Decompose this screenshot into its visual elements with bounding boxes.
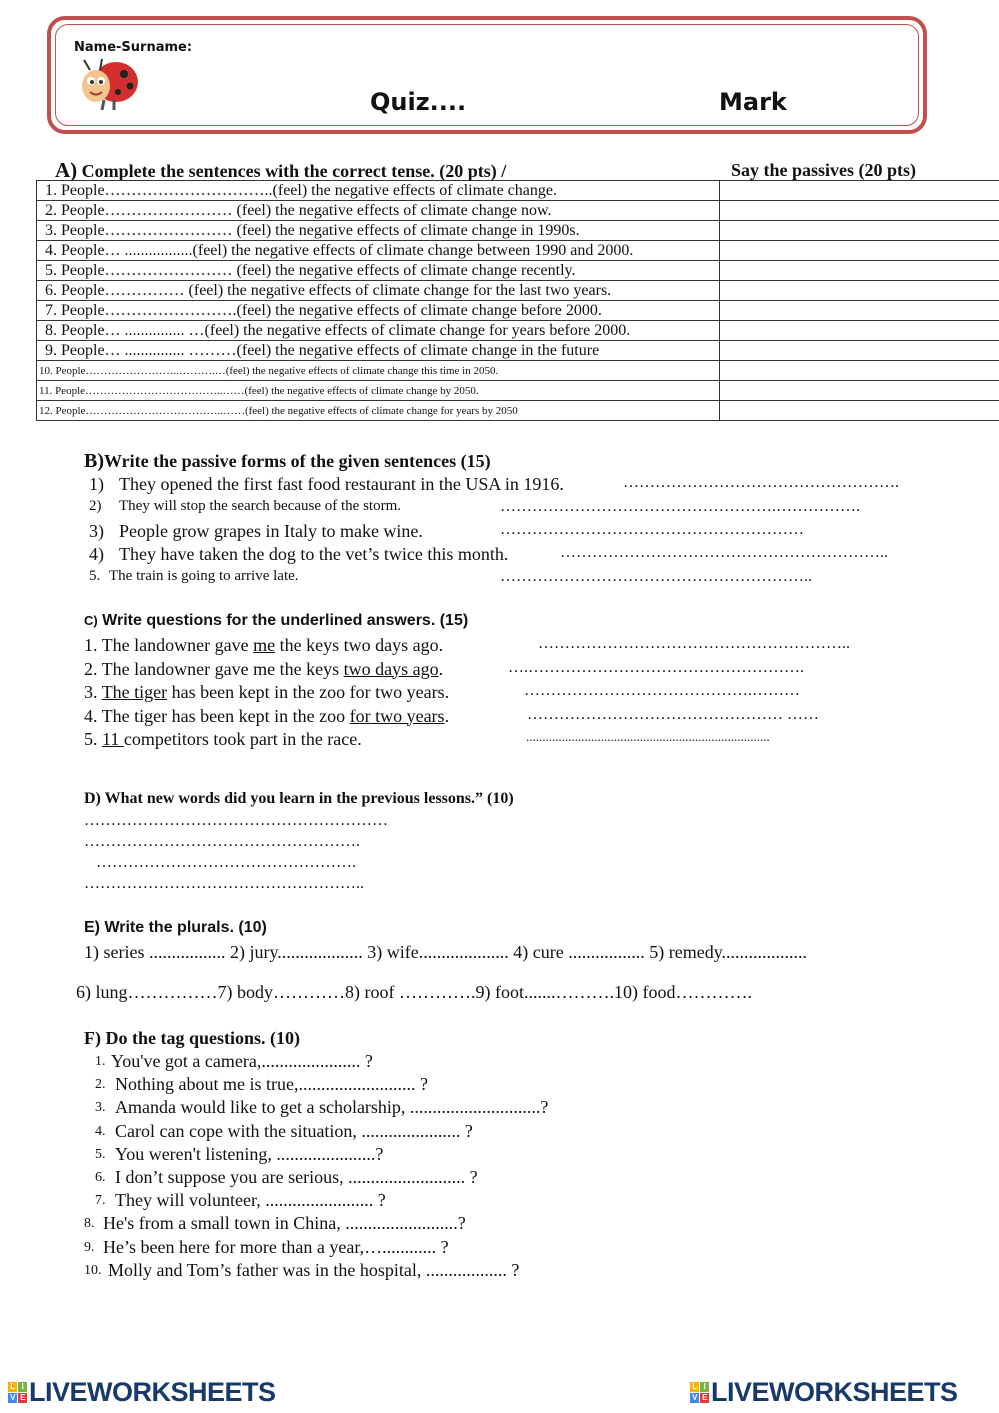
answer-blank[interactable]: …………………………………………….……………. bbox=[500, 498, 860, 515]
item-number: 7. bbox=[95, 1193, 106, 1209]
plurals-line-2[interactable]: 6) lung……………7) body…………8) roof ………….9) foot.......……….10) food…………. bbox=[76, 982, 752, 1002]
sentence-suffix: . bbox=[438, 658, 444, 679]
sentence: They have taken the dog to the vet’s twice this month. bbox=[119, 544, 509, 564]
answer-blank[interactable]: ……………………………………………. bbox=[623, 474, 899, 491]
sentence: People grow grapes in Italy to make wine. bbox=[119, 521, 423, 541]
item-number: 8. bbox=[84, 1216, 95, 1232]
table-row bbox=[37, 241, 999, 261]
passive-answer-cell[interactable] bbox=[720, 201, 999, 221]
table-row bbox=[37, 221, 999, 241]
item-number: 3. bbox=[95, 1100, 106, 1116]
sentence: The train is going to arrive late. bbox=[109, 568, 299, 584]
logo-letter-block: E bbox=[700, 1393, 709, 1403]
mark-label: Mark bbox=[719, 88, 787, 116]
live-blocks-icon bbox=[690, 1382, 709, 1403]
item-number: 1) bbox=[89, 474, 104, 494]
question-sentence bbox=[84, 706, 449, 727]
passive-answer-cell[interactable] bbox=[720, 181, 999, 201]
question-sentence bbox=[84, 682, 449, 703]
passive-answer-cell[interactable] bbox=[720, 381, 999, 401]
sentence: They opened the first fast food restaurant in the USA in 1916. bbox=[119, 474, 564, 494]
sentence-cell: 3. People…………………… (feel) the negative effects of climate change in 1990s. bbox=[37, 221, 720, 241]
table-row bbox=[37, 301, 999, 321]
section-a-title: Complete the sentences with the correct tense. (20 pts) / bbox=[81, 161, 507, 181]
item-number: 10. bbox=[84, 1262, 102, 1278]
logo-letter-block: L bbox=[8, 1382, 17, 1392]
table-row bbox=[37, 261, 999, 281]
passive-answer-cell[interactable] bbox=[720, 361, 999, 381]
tag-question[interactable]: Amanda would like to get a scholarship, .............................? bbox=[115, 1097, 549, 1118]
sentence-prefix: 3. bbox=[84, 682, 102, 702]
sentence-cell: 1. People…………………………..(feel) the negative effects of climate change. bbox=[37, 181, 720, 201]
answer-blank[interactable]: ….……………………………………………. bbox=[508, 658, 804, 676]
underlined-answer: 11 bbox=[102, 729, 124, 749]
tag-question[interactable]: He's from a small town in China, .........................? bbox=[103, 1213, 466, 1234]
tag-question[interactable]: He’s been here for more than a year,…............ ? bbox=[103, 1236, 449, 1257]
answer-blank[interactable]: ………………………………………………….. bbox=[538, 635, 850, 652]
sentence-prefix: 2. The landowner gave me the keys bbox=[84, 658, 344, 679]
answer-line[interactable]: ……………………………………………. bbox=[84, 833, 360, 850]
sentence-cell: 6. People…………… (feel) the negative effects of climate change for the last two years. bbox=[37, 281, 720, 301]
question-sentence bbox=[84, 729, 362, 750]
passive-answer-cell[interactable] bbox=[720, 341, 999, 361]
underlined-answer: me bbox=[253, 635, 276, 655]
answer-blank[interactable]: …………………………………….……… bbox=[524, 682, 800, 699]
passive-answer-cell[interactable] bbox=[720, 301, 999, 321]
answer-blank[interactable]: ………………………………………………… bbox=[500, 521, 804, 538]
sentence-prefix: 5. bbox=[84, 729, 102, 749]
question-sentence bbox=[84, 659, 443, 680]
sentence-cell: 9. People… ............... ………(feel) the negative effects of climate change in the future bbox=[37, 341, 720, 361]
table-row bbox=[37, 181, 999, 201]
answer-line[interactable]: …………………………………………. bbox=[84, 854, 356, 871]
answer-blank[interactable]: ........................................................................... bbox=[526, 729, 770, 744]
sentence-suffix: competitors took part in the race. bbox=[123, 729, 362, 749]
answer-blank[interactable]: …………………………………………………….. bbox=[560, 544, 888, 561]
sentence-cell: 5. People…………………… (feel) the negative effects of climate change recently. bbox=[37, 261, 720, 281]
section-d-title: D) What new words did you learn in the previous lessons.” (10) bbox=[84, 790, 514, 807]
item-number: 4) bbox=[89, 544, 104, 564]
underlined-answer: The tiger bbox=[101, 682, 168, 702]
question-sentence bbox=[84, 635, 443, 656]
logo-letter-block: V bbox=[690, 1393, 699, 1403]
ladybug-icon bbox=[74, 56, 142, 117]
section-a-table bbox=[36, 180, 999, 421]
table-row bbox=[37, 401, 999, 421]
logo-text: LIVEWORKSHEETS bbox=[711, 1377, 958, 1407]
name-surname-label: Name-Surname: bbox=[74, 40, 193, 55]
underlined-answer: two days ago bbox=[343, 658, 439, 679]
table-row bbox=[37, 201, 999, 221]
answer-blank[interactable]: ………………………………………… …… bbox=[527, 705, 819, 723]
logo-letter-block: E bbox=[18, 1393, 27, 1403]
logo-letter-block: I bbox=[18, 1382, 27, 1392]
passives-title: Say the passives (20 pts) bbox=[731, 160, 917, 180]
section-b-heading bbox=[84, 450, 491, 473]
tag-question[interactable]: Molly and Tom’s father was in the hospital, .................. ? bbox=[108, 1259, 520, 1280]
passive-answer-cell[interactable] bbox=[720, 241, 999, 261]
sentence-cell: 4. People… .................(feel) the negative effects of climate change between 1990 and 2000. bbox=[37, 241, 720, 261]
table-row bbox=[37, 361, 999, 381]
sentence-suffix: . bbox=[444, 705, 450, 726]
item-number: 2. bbox=[95, 1077, 106, 1093]
item-number: 9. bbox=[84, 1239, 95, 1255]
sentence-cell: 2. People…………………… (feel) the negative effects of climate change now. bbox=[37, 201, 720, 221]
item-number: 2) bbox=[89, 498, 102, 514]
item-number: 4. bbox=[95, 1123, 106, 1139]
sentence: They will stop the search because of the storm. bbox=[119, 498, 401, 514]
liveworksheets-logo-left bbox=[8, 1377, 276, 1408]
sentence-cell: 10. People……………………..……….…(feel) the negative effects of climate change this time in 2050. bbox=[37, 361, 720, 381]
liveworksheets-logo-right bbox=[690, 1377, 958, 1408]
logo-letter-block: L bbox=[690, 1382, 699, 1392]
passive-answer-cell[interactable] bbox=[720, 401, 999, 421]
tag-question[interactable]: I don’t suppose you are serious, .......................... ? bbox=[115, 1167, 478, 1187]
passive-answer-cell[interactable] bbox=[720, 321, 999, 341]
answer-line[interactable]: …………………………………………….. bbox=[84, 875, 364, 892]
tag-question[interactable]: Carol can cope with the situation, ...................... ? bbox=[115, 1120, 473, 1141]
tag-question[interactable]: You weren't listening, ......................? bbox=[115, 1143, 384, 1164]
section-a-letter: A) bbox=[55, 158, 78, 182]
item-number: 3) bbox=[89, 521, 104, 541]
sentence-prefix: 1. The landowner gave bbox=[84, 635, 254, 655]
tag-question[interactable]: You've got a camera,...................... ? bbox=[111, 1051, 373, 1071]
section-e-title: E) Write the plurals. (10) bbox=[84, 919, 267, 936]
plurals-line-1[interactable]: 1) series ................. 2) jury................... 3) wife.................... 4) cure ................. 5) remedy................... bbox=[84, 942, 808, 962]
tag-question[interactable]: Nothing about me is true,.......................... ? bbox=[115, 1074, 428, 1095]
live-blocks-icon bbox=[8, 1382, 27, 1403]
tag-question[interactable]: They will volunteer, ........................ ? bbox=[115, 1190, 386, 1211]
table-row bbox=[37, 341, 999, 361]
section-b-title: Write the passive forms of the given sentences (15) bbox=[104, 451, 491, 471]
quiz-title: Quiz.... bbox=[370, 88, 467, 116]
section-b-letter: B) bbox=[84, 450, 104, 472]
section-c-letter: C) bbox=[84, 613, 98, 628]
answer-line[interactable]: ………………………………………………… bbox=[84, 812, 388, 829]
sentence-cell: 8. People… ............... …(feel) the negative effects of climate change for years before 2000. bbox=[37, 321, 720, 341]
section-c-title: Write questions for the underlined answers. (15) bbox=[102, 612, 469, 629]
sentence-prefix: 4. The tiger has been kept in the zoo bbox=[84, 705, 350, 726]
sentence-suffix: the keys two days ago. bbox=[275, 635, 444, 655]
item-number: 6. bbox=[95, 1170, 106, 1185]
table-row bbox=[37, 321, 999, 341]
sentence-suffix: has been kept in the zoo for two years. bbox=[167, 682, 450, 702]
section-f-title: F) Do the tag questions. (10) bbox=[84, 1028, 300, 1048]
header-box bbox=[47, 16, 927, 134]
sentence-cell: 7. People…………………….(feel) the negative effects of climate change before 2000. bbox=[37, 301, 720, 321]
passive-answer-cell[interactable] bbox=[720, 221, 999, 241]
section-c-heading bbox=[84, 612, 468, 630]
passive-answer-cell[interactable] bbox=[720, 261, 999, 281]
logo-text: LIVEWORKSHEETS bbox=[29, 1377, 276, 1407]
sentence-cell: 12. People………………………………..……(feel) the negative effects of climate change for years by 2050 bbox=[37, 401, 720, 421]
table-row bbox=[37, 381, 999, 401]
passive-answer-cell[interactable] bbox=[720, 281, 999, 301]
table-row bbox=[37, 281, 999, 301]
sentence-cell: 11. People………………………………..……(feel) the negative effects of climate change by 2050. bbox=[37, 381, 720, 401]
logo-letter-block: I bbox=[700, 1382, 709, 1392]
item-number: 1. bbox=[95, 1054, 106, 1069]
underlined-answer: for two years bbox=[349, 705, 445, 726]
item-number: 5. bbox=[89, 568, 101, 584]
item-number: 5. bbox=[95, 1146, 106, 1162]
answer-blank[interactable]: ………………………………………………….. bbox=[500, 568, 812, 585]
logo-letter-block: V bbox=[8, 1393, 17, 1403]
